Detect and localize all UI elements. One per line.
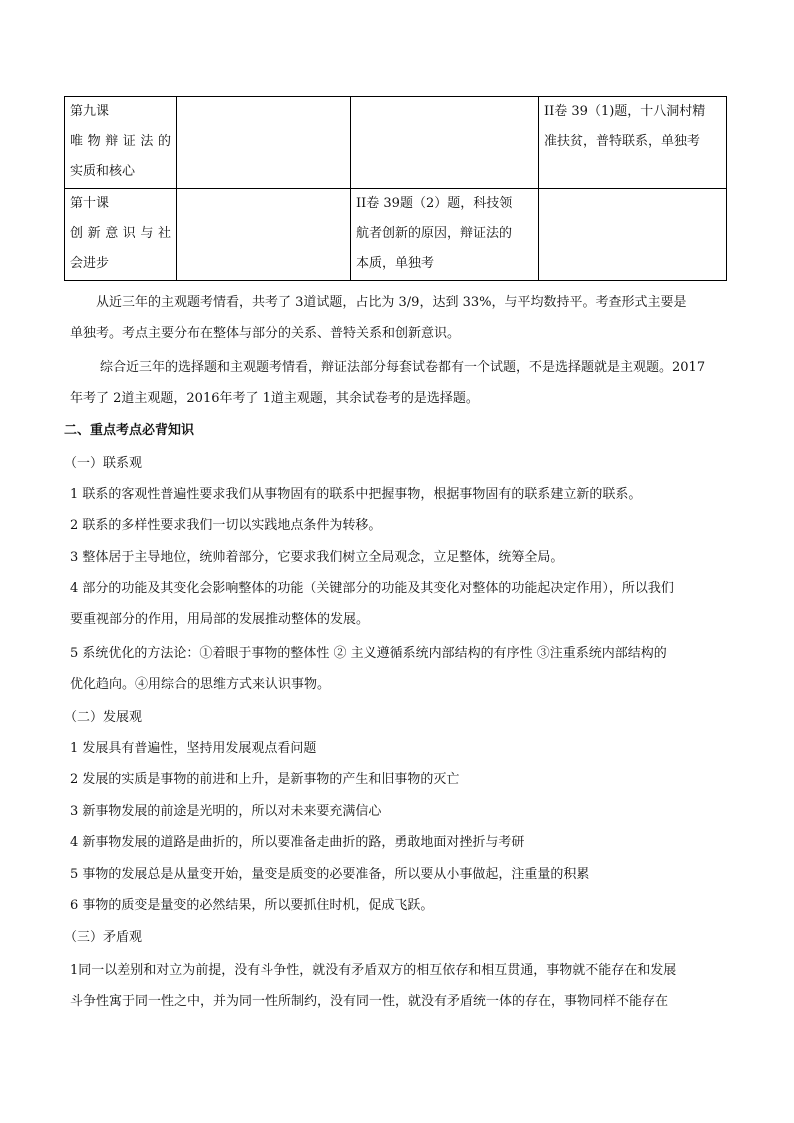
- list-item: 6 事物的质变是量变的必然结果，所以要抓住时机，促成飞跃。: [70, 898, 434, 913]
- table-row: [65, 189, 727, 281]
- cell-line: II卷 39（1)题，十八洞村精: [544, 104, 706, 119]
- list-item: 2 发展的实质是事物的前进和上升，是新事物的产生和旧事物的灭亡: [70, 772, 460, 787]
- cell-line: 第九课: [70, 104, 110, 119]
- table-cell: [351, 97, 539, 189]
- list-item: 1 联系的客观性普遍性要求我们从事物固有的联系中把握事物，根据事物固有的联系建立新的联系。: [70, 487, 642, 502]
- list-item: 要重视部分的作用，用局部的发展推动整体的发展。: [70, 612, 370, 627]
- cell-line: 航者创新的原因，辩证法的: [356, 226, 513, 241]
- list-item: 优化趋向。④用综合的思维方式来认识事物。: [70, 677, 331, 692]
- cell-line: 本质，单独考: [356, 256, 435, 271]
- cell-line: 创新意识与社: [70, 226, 171, 241]
- cell-line: 准扶贫，普特联系，单独考: [544, 134, 701, 149]
- section-heading: 二、重点考点必背知识: [64, 423, 195, 438]
- subsection-heading: （一）联系观: [64, 456, 143, 471]
- list-item: 4 部分的功能及其变化会影响整体的功能（关键部分的功能及其变化对整体的功能起决定作用），所以我们: [70, 581, 674, 596]
- list-item: 斗争性寓于同一性之中，并为同一性所制约，没有同一性，就没有矛盾统一体的存在，事物同样不能存在: [70, 994, 669, 1009]
- paragraph: 单独考。考点主要分布在整体与部分的关系、普特关系和创新意识。: [70, 326, 461, 341]
- cell-line: 唯物辩证法的: [70, 134, 171, 149]
- table-cell: [539, 97, 727, 189]
- paragraph: 从近三年的主观题考情看，共考了 3道试题，占比为 3/9，达到 33%，与平均数持平。考查形式主要是: [96, 295, 687, 310]
- list-item: 1 发展具有普遍性，坚持用发展观点看问题: [70, 741, 317, 756]
- list-item: 4 新事物发展的道路是曲折的，所以要准备走曲折的路，勇敢地面对挫折与考研: [70, 835, 525, 850]
- cell-line: 会进步: [70, 256, 110, 271]
- cell-line: 实质和核心: [70, 164, 136, 179]
- list-item: 3 新事物发展的前途是光明的，所以对未来要充满信心: [70, 804, 382, 819]
- subsection-heading: （三）矛盾观: [64, 930, 143, 945]
- exam-analysis-table: [64, 96, 727, 281]
- table-cell: [177, 189, 351, 281]
- lesson-cell: [65, 189, 177, 281]
- list-item: 2 联系的多样性要求我们一切以实践地点条件为转移。: [70, 518, 382, 533]
- table-cell: [177, 97, 351, 189]
- cell-line: 第十课: [70, 196, 110, 211]
- table-row: [65, 97, 727, 189]
- list-item: 5 事物的发展总是从量变开始，量变是质变的必要准备，所以要从小事做起，注重量的积累: [70, 867, 590, 882]
- table-cell: [351, 189, 539, 281]
- lesson-cell: [65, 97, 177, 189]
- paragraph: 年考了 2道主观题，2016年考了 1道主观题，其余试卷考的是选择题。: [70, 391, 479, 406]
- subsection-heading: （二）发展观: [64, 710, 143, 725]
- list-item: 3 整体居于主导地位，统帅着部分，它要求我们树立全局观念，立足整体，统筹全局。: [70, 550, 564, 565]
- cell-line: II卷 39题（2）题，科技领: [356, 196, 513, 211]
- paragraph: 综合近三年的选择题和主观题考情看，辩证法部分每套试卷都有一个试题，不是选择题就是主观题。2017: [100, 360, 706, 375]
- list-item: 1同一以差别和对立为前提，没有斗争性，就没有矛盾双方的相互依存和相互贯通，事物就不能存在和发展: [70, 963, 677, 978]
- list-item: 5 系统优化的方法论：①着眼于事物的整体性 ② 主义遵循系统内部结构的有序性 ③注重系统内部结构的: [70, 646, 667, 661]
- table-cell: [539, 189, 727, 281]
